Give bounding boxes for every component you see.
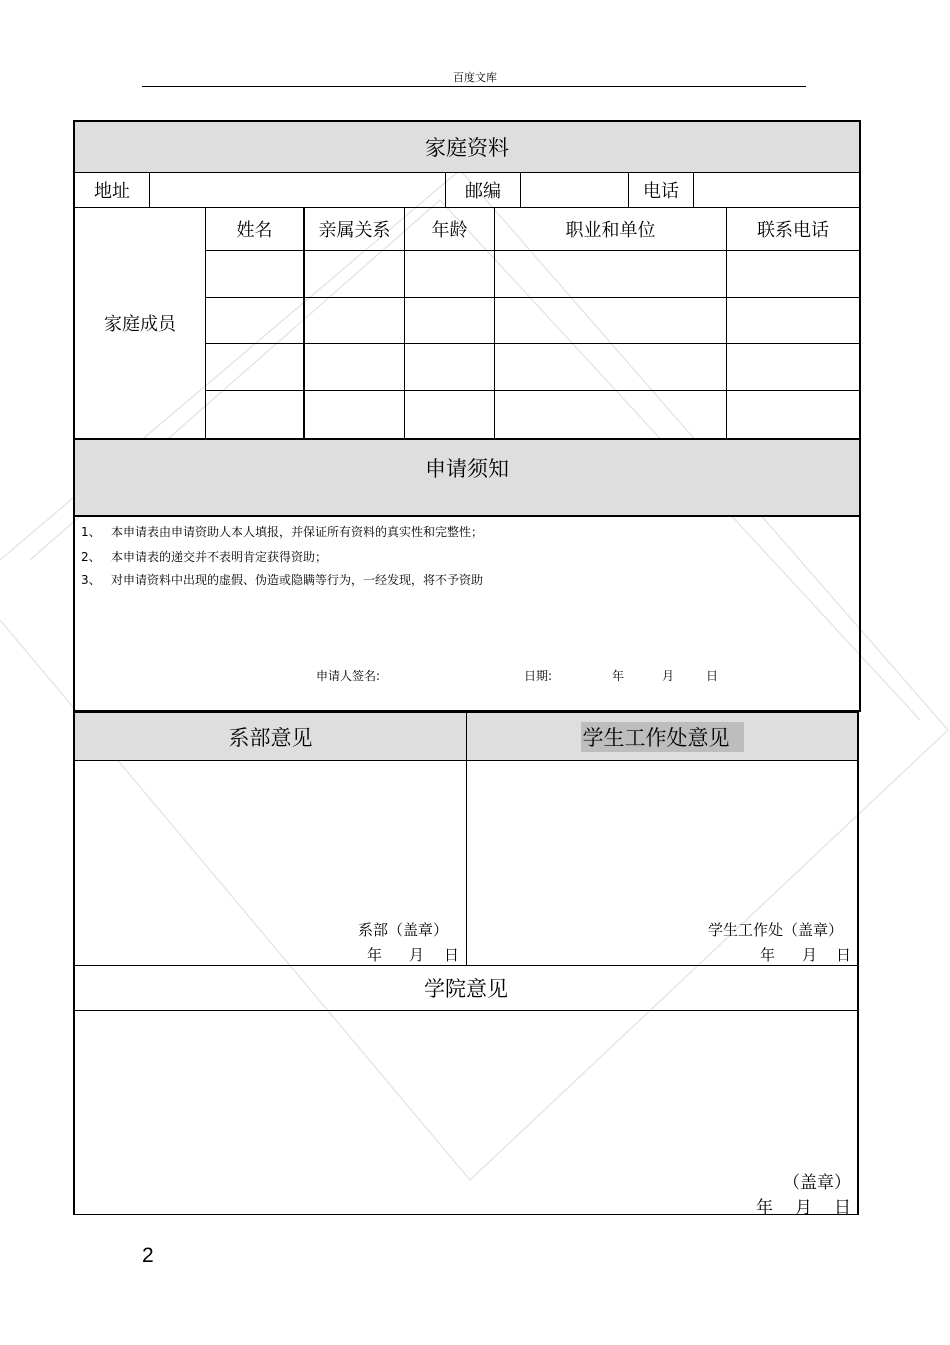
college-month-label: 月 [795, 1198, 812, 1218]
column-divider [303, 251, 305, 438]
phone-field[interactable] [694, 173, 859, 208]
postcode-field[interactable] [521, 173, 629, 208]
notice-item-1-number: 1、 [81, 525, 101, 539]
college-opinion-field[interactable] [75, 1011, 857, 1214]
address-label: 地址 [75, 173, 150, 208]
date-year-label: 年 [612, 669, 625, 683]
column-header-name: 姓名 [206, 208, 305, 251]
application-form [73, 120, 861, 1218]
date-month-label: 月 [662, 669, 675, 683]
student-affairs-title-text: 学生工作处意见 [581, 722, 744, 752]
student-affairs-stamp-label: 学生工作处（盖章） [708, 921, 844, 939]
notice-section-title: 申请须知 [75, 440, 859, 517]
column-divider [404, 251, 405, 438]
page-header-text: 百度文库 [453, 71, 497, 84]
notice-item-3-text: 对申请资料中出现的虚假、伪造或隐瞒等行为，一经发现，将不予资助 [111, 573, 484, 587]
phone-label: 电话 [629, 173, 694, 208]
notice-item-2-text: 本申请表的递交并不表明肯定获得资助； [111, 550, 328, 564]
dept-stamp-label: 系部（盖章） [358, 921, 449, 939]
student-affairs-opinion-title [467, 713, 857, 761]
column-divider [494, 251, 495, 438]
column-header-age: 年龄 [405, 208, 495, 251]
college-day-label: 日 [834, 1198, 851, 1218]
notice-item-1-text: 本申请表由申请资助人本人填报，并保证所有资料的真实性和完整性； [111, 525, 484, 539]
column-header-contact-phone: 联系电话 [727, 208, 859, 251]
student-affairs-month-label: 月 [802, 946, 818, 964]
column-divider [726, 251, 727, 438]
notice-item-2-number: 2、 [81, 550, 101, 564]
column-header-occupation: 职业和单位 [495, 208, 727, 251]
page-number: 2 [142, 1244, 154, 1267]
college-opinion-title: 学院意见 [75, 966, 857, 1011]
family-section-title: 家庭资料 [75, 122, 859, 173]
postcode-label: 邮编 [446, 173, 521, 208]
address-field[interactable] [150, 173, 446, 208]
college-year-label: 年 [756, 1198, 773, 1218]
applicant-signature-label: 申请人签名: [316, 669, 381, 683]
student-affairs-year-label: 年 [760, 946, 776, 964]
header-rule [142, 86, 806, 87]
column-header-relation: 亲属关系 [305, 208, 405, 251]
dept-month-label: 月 [409, 946, 425, 964]
student-affairs-day-label: 日 [836, 946, 852, 964]
family-members-table-body [206, 251, 859, 438]
dept-opinion-title: 系部意见 [75, 713, 467, 761]
family-members-label: 家庭成员 [75, 208, 206, 438]
date-day-label: 日 [706, 669, 719, 683]
dept-year-label: 年 [367, 946, 383, 964]
college-stamp-label: （盖章） [783, 1173, 851, 1193]
notice-item-3-number: 3、 [81, 573, 101, 587]
dept-day-label: 日 [444, 946, 460, 964]
date-label: 日期: [524, 669, 553, 683]
